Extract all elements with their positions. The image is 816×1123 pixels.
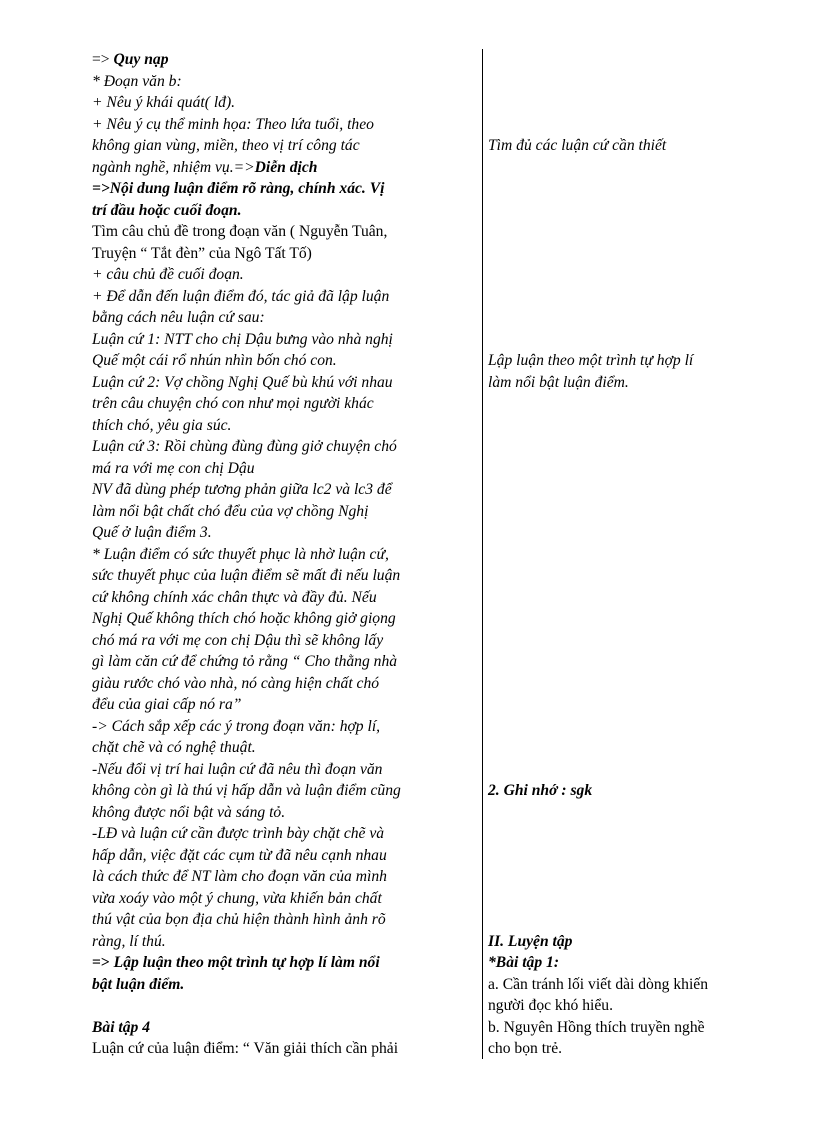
exercise-1-heading: *Bài tập 1: bbox=[488, 954, 560, 971]
text-line: thích chó, yêu gia súc. bbox=[92, 416, 232, 434]
text-line: không gian vùng, miền, theo vị trí công tác bbox=[92, 137, 360, 154]
text-line: trên câu chuyện chó con như mọi người khác bbox=[92, 395, 374, 412]
text-line: gì làm căn cứ để chứng tỏ rằng “ Cho thằng nhà bbox=[92, 653, 398, 670]
text-line: NV đã dùng phép tương phản giữa lc2 và lc3 để bbox=[92, 481, 392, 498]
text-line: + Nêu ý cụ thể minh họa: Theo lứa tuổi, theo bbox=[92, 115, 374, 133]
text-line: thú vật của bọn địa chủ hiện thành hình ảnh rõ bbox=[92, 911, 386, 928]
text-line: -> Cách sắp xếp các ý trong đoạn văn: hợp lí, bbox=[92, 717, 381, 735]
text-line: Nghị Quế không thích chó hoặc không giở giọng bbox=[92, 610, 396, 627]
column-divider bbox=[482, 49, 483, 1059]
text-line: + Để dẫn đến luận điểm đó, tác giả đã lập luận bbox=[92, 287, 390, 305]
answer-b-line-2: cho bọn trẻ. bbox=[488, 1040, 563, 1057]
text-line: hấp dẫn, việc đặt các cụm từ đã nêu cạnh nhau bbox=[92, 846, 387, 864]
text-line: Quế một cái rổ nhún nhìn bốn chó con. bbox=[92, 352, 337, 369]
note-find-arguments: Tìm đủ các luận cứ cần thiết bbox=[488, 137, 667, 154]
text-line: + Nêu ý khái quát( lđ). bbox=[92, 94, 236, 111]
conclusion-induction: => Quy nạp bbox=[92, 51, 169, 68]
paragraph-b-heading: * Đoạn văn b: bbox=[92, 72, 182, 90]
text-line: không còn gì là thú vị hấp dẫn và luận điểm cũng bbox=[92, 782, 401, 799]
text-line: sức thuyết phục của luận điểm sẽ mất đi nếu luận bbox=[92, 567, 401, 584]
text-line: cứ không chính xác chân thực và đầy đủ. Nếu bbox=[92, 588, 377, 606]
text-line: chó má ra với mẹ con chị Dậu thì sẽ không lấy bbox=[92, 631, 384, 649]
conclusion-line: =>Nội dung luận điểm rõ ràng, chính xác. Vị bbox=[92, 180, 385, 197]
text-line: vừa xoáy vào một ý chung, vừa khiến bản chất bbox=[92, 889, 382, 907]
practice-heading: II. Luyện tập bbox=[488, 932, 573, 950]
text-line: làm nổi bật chất chó đểu của vợ chồng Nghị bbox=[92, 502, 369, 520]
conclusion-line: trí đầu hoặc cuối đoạn. bbox=[92, 201, 242, 219]
text-line: * Luận điểm có sức thuyết phục là nhờ luận cứ, bbox=[92, 545, 389, 563]
exercise-4-heading: Bài tập 4 bbox=[92, 1018, 151, 1036]
text-line: -LĐ và luận cứ cần được trình bày chặt chẽ và bbox=[92, 825, 385, 842]
text-line: là cách thức để NT làm cho đoạn văn của mình bbox=[92, 868, 387, 885]
text-line: bằng cách nêu luận cứ sau: bbox=[92, 309, 265, 326]
left-column bbox=[92, 49, 478, 1060]
text-line: Luận cứ của luận điểm: “ Văn giải thích cần phải bbox=[92, 1040, 399, 1057]
task-line: Truyện “ Tắt đèn” của Ngô Tất Tố) bbox=[92, 244, 312, 262]
note-order-line-2: làm nổi bật luận điểm. bbox=[488, 373, 629, 391]
answer-b-line-1: b. Nguyên Hồng thích truyền nghề bbox=[488, 1018, 705, 1036]
text-line: chặt chẽ và có nghệ thuật. bbox=[92, 739, 256, 756]
answer-a-line-1: a. Cần tránh lối viết dài dòng khiến bbox=[488, 975, 708, 993]
spacer bbox=[92, 995, 478, 1017]
text-line: giàu rước chó vào nhà, nó càng hiện chất chó bbox=[92, 674, 380, 692]
text-line: đểu của giai cấp nó ra” bbox=[92, 696, 242, 713]
conclusion-deduction: ngành nghề, nhiệm vụ.=>Diễn dịch bbox=[92, 158, 318, 176]
note-order-line-1: Lập luận theo một trình tự hợp lí bbox=[488, 352, 694, 369]
text-line: Luận cứ 1: NTT cho chị Dậu bưng vào nhà nghị bbox=[92, 330, 393, 348]
answer-a-line-2: người đọc khó hiểu. bbox=[488, 997, 613, 1014]
text-line: Luận cứ 3: Rồi chùng đùng đùng giở chuyện chó bbox=[92, 438, 397, 455]
text-line: ràng, lí thú. bbox=[92, 932, 166, 950]
conclusion-line: bật luận điểm. bbox=[92, 975, 185, 993]
memo-heading: 2. Ghi nhớ : sgk bbox=[488, 782, 593, 799]
text-line: -Nếu đổi vị trí hai luận cứ đã nêu thì đoạn văn bbox=[92, 760, 383, 778]
text-line: Quế ở luận điểm 3. bbox=[92, 524, 212, 541]
task-line: Tìm câu chủ đề trong đoạn văn ( Nguyễn Tuân, bbox=[92, 223, 388, 240]
text-line: Luận cứ 2: Vợ chồng Nghị Quế bù khú với nhau bbox=[92, 373, 393, 391]
text-line: + câu chủ đề cuối đoạn. bbox=[92, 266, 244, 283]
text-line: không được nổi bật và sáng tỏ. bbox=[92, 803, 286, 821]
conclusion-argument-order: => Lập luận theo một trình tự hợp lí làm nổi bbox=[92, 954, 380, 971]
text-line: má ra với mẹ con chị Dậu bbox=[92, 459, 255, 477]
